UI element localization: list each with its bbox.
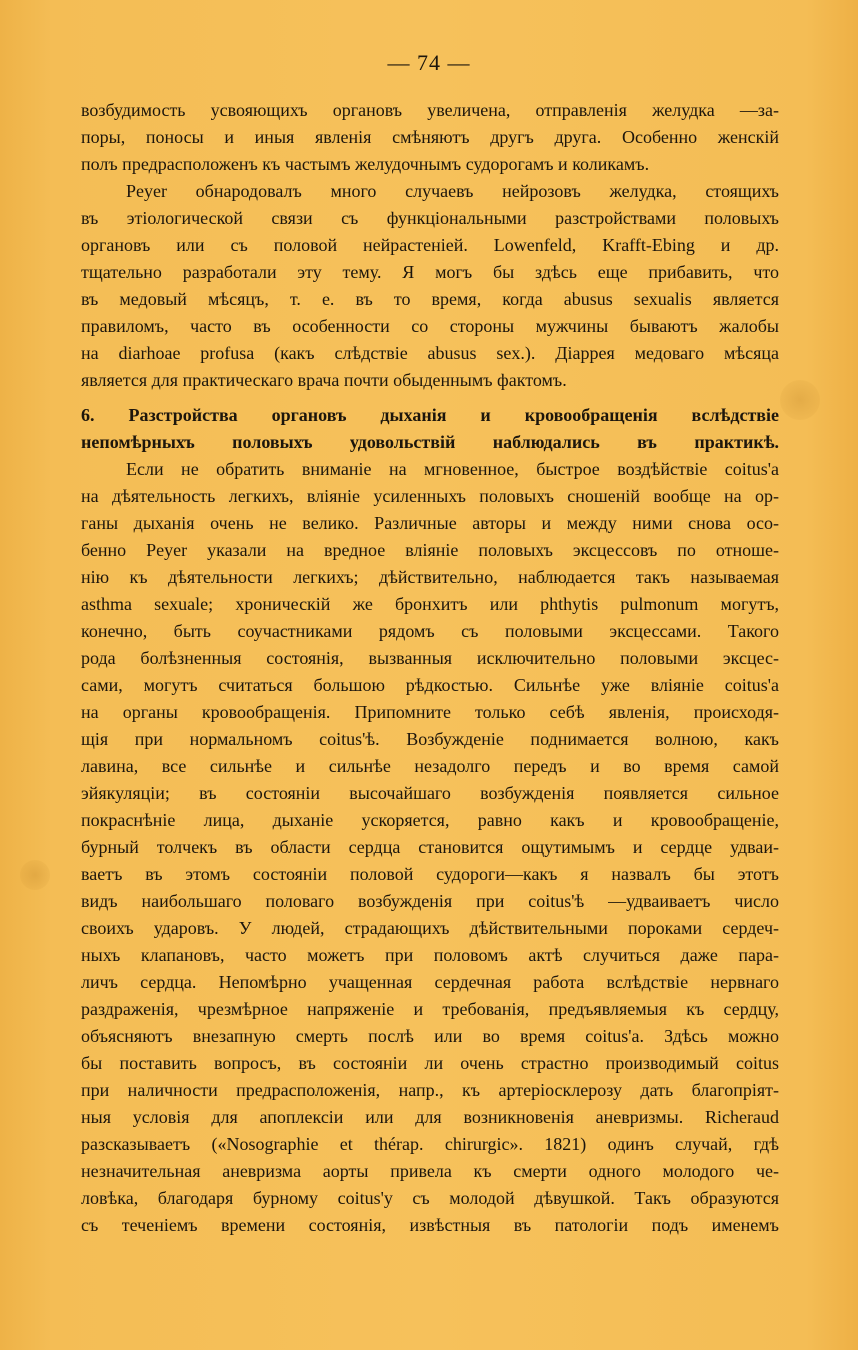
text-line: на diarhoae profusa (какъ слѣдствіе abusus sex.). Діаррея медоваго мѣсяца [81, 343, 779, 363]
text-line: возбудимость усвояющихъ органовъ увеличена, отправленія желудка —за- [81, 100, 779, 120]
text-line: раздраженія, чрезмѣрное напряженіе и требованія, предъявляемыя къ сердцу, [81, 999, 779, 1019]
text-line: конечно, быть соучастниками рядомъ съ половыми эксцессами. Такого [81, 621, 779, 641]
text-line: разсказываетъ («Nosographie et thérap. chirurgic». 1821) одинъ случай, гдѣ [81, 1134, 779, 1154]
text-line: сами, могутъ считаться большою рѣдкостью. Сильнѣе уже вліяніе coitus'a [81, 675, 779, 695]
text-line: объясняютъ внезапную смерть послѣ или во время coitus'a. Здѣсь можно [81, 1026, 779, 1046]
text-line: въ медовый мѣсяцъ, т. е. въ то время, когда abusus sexualis является [81, 289, 779, 309]
text-line: эйякуляціи; въ состояніи высочайшаго возбужденія появляется сильное [81, 783, 779, 803]
text-line: бурный толчекъ въ области сердца становится ощутимымъ и сердце удваи- [81, 837, 779, 857]
text-line: тщательно разработали эту тему. Я могъ бы здѣсь еще прибавить, что [81, 262, 779, 282]
text-line: ваетъ въ этомъ состояніи половой судороги—какъ я назвалъ бы этотъ [81, 864, 779, 884]
paper-stain [20, 860, 50, 890]
page-number: — 74 — [387, 50, 471, 75]
text-line: съ теченіемъ времени состоянія, извѣстныя въ патологіи подъ именемъ [81, 1215, 779, 1235]
text-line: ганы дыханія очень не велико. Различные авторы и между ними снова осо- [81, 513, 779, 533]
text-line: ныя условія для апоплексіи или для возникновенія аневризмы. Richeraud [81, 1107, 779, 1127]
text-line: своихъ ударовъ. У людей, страдающихъ дѣйствительными пороками сердеч- [81, 918, 779, 938]
text-line: поры, поносы и иныя явленія смѣняютъ другъ друга. Особенно женскій [81, 127, 779, 147]
text-line: въ этіологической связи съ функціональными разстройствами половыхъ [81, 208, 779, 228]
text-line: рода болѣзненныя состоянія, вызванныя исключительно половыми эксцес- [81, 648, 779, 668]
text-line: является для практическаго врача почти обыденнымъ фактомъ. [81, 370, 567, 390]
text-line: на дѣятельность легкихъ, вліяніе усиленныхъ половыхъ сношеній вообще на ор- [81, 486, 779, 506]
text-line: asthma sexuale; хроническій же бронхитъ или phthytis pulmonum могутъ, [81, 594, 779, 614]
text-line: щія при нормальномъ coitus'ѣ. Возбужденіе поднимается волною, какъ [81, 729, 779, 749]
text-line: Peyer обнародовалъ много случаевъ нейрозовъ желудка, стоящихъ [126, 181, 779, 201]
body-text [81, 97, 779, 1239]
section-heading-line: 6. Разстройства органовъ дыханія и кровообращенія вслѣдствіе [81, 405, 779, 425]
text-line: при наличности предрасположенія, напр., къ артеріосклерозу дать благопріят- [81, 1080, 779, 1100]
text-line: ныхъ клапановъ, часто можетъ при половомъ актѣ случиться даже пара- [81, 945, 779, 965]
text-line: незначительная аневризма аорты привела къ смерти одного молодого че- [81, 1161, 779, 1181]
text-line: на органы кровообращенія. Припомните только себѣ явленія, происходя- [81, 702, 779, 722]
paper-stain [780, 380, 820, 420]
text-line: нію къ дѣятельности легкихъ; дѣйствительно, наблюдается такъ называемая [81, 567, 779, 587]
text-line: лавина, все сильнѣе и сильнѣе незадолго передъ и во время самой [81, 756, 779, 776]
text-line: Если не обратить вниманіе на мгновенное, быстрое воздѣйствіе coitus'a [126, 459, 779, 479]
text-line: бенно Peyer указали на вредное вліяніе половыхъ эксцессовъ по отноше- [81, 540, 779, 560]
text-line: видъ наибольшаго половаго возбужденія при coitus'ѣ —удваиваетъ число [81, 891, 779, 911]
text-line: полъ предрасположенъ къ частымъ желудочнымъ судорогамъ и коликамъ. [81, 154, 650, 174]
text-line: ловѣка, благодаря бурному coitus'у съ молодой дѣвушкой. Такъ образуются [81, 1188, 779, 1208]
text-line: бы поставить вопросъ, въ состояніи ли очень страстно производимый coitus [81, 1053, 779, 1073]
text-line: правиломъ, часто въ особенности со стороны мужчины бываютъ жалобы [81, 316, 779, 336]
text-line: личъ сердца. Непомѣрно учащенная сердечная работа вслѣдствіе нервнаго [81, 972, 779, 992]
text-line: органовъ или съ половой нейрастеніей. Lowenfeld, Krafft-Ebing и др. [81, 235, 779, 255]
paragraph-gap [81, 394, 779, 402]
section-heading-line: непомѣрныхъ половыхъ удовольствій наблюдались въ практикѣ. [81, 432, 779, 452]
text-line: покраснѣніе лица, дыханіе ускоряется, равно какъ и кровообращеніе, [81, 810, 779, 830]
